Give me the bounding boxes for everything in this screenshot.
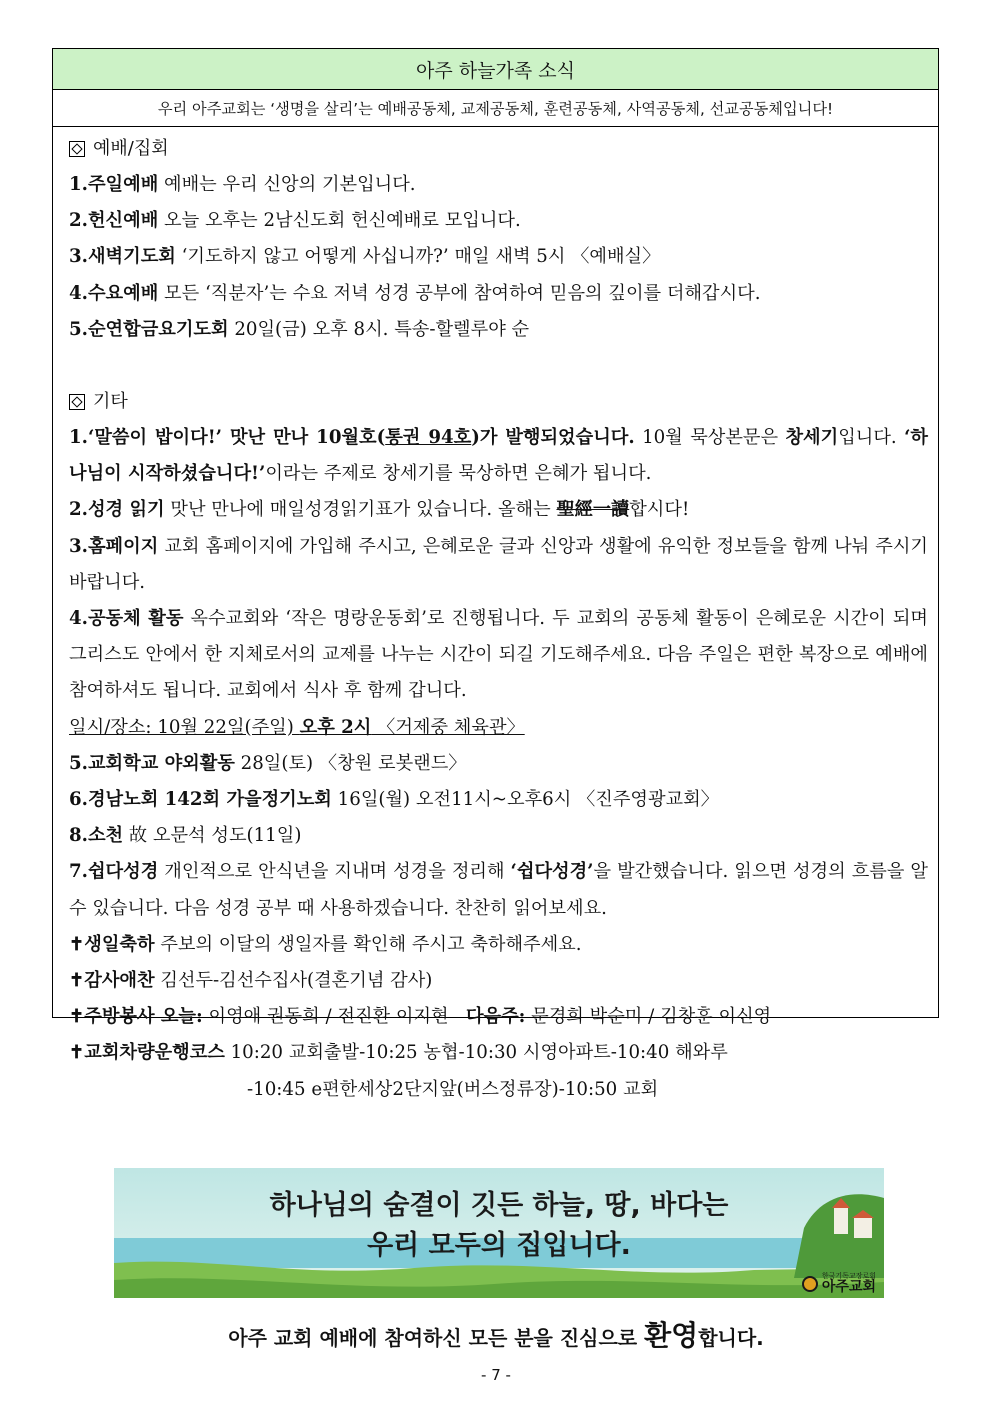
banner-text — [114, 1186, 884, 1266]
etc-item-3-homepage: 3.홈페이지 교회 홈페이지에 가입해 주시고, 은혜로운 글과 신앙과 생활에 유익한 정보들을 함께 나눠 주시기 바랍니다. — [69, 535, 928, 593]
square-diamond-icon — [69, 141, 85, 157]
welcome-message: 아주 교회 예배에 참여하신 모든 분을 진심으로 환영합니다. — [228, 1319, 764, 1352]
kitchen-duty: ✝주방봉사 오늘: 이영애 권동희 / 전진환 이지현 다음주: 문경희 박순미 / 김창훈 이신영 — [69, 1006, 772, 1028]
etc-item-2-bible-reading: 2.성경 읽기 맛난 만나에 매일성경읽기표가 있습니다. 올해는 聖經一讀합시다! — [69, 499, 690, 521]
etc-item-4-schedule: 일시/장소: 10월 22일(주일) 오후 2시 〈거제중 체육관〉 — [69, 716, 525, 738]
cross-icon: ✝ — [69, 970, 85, 992]
banner-line-1: 하나님의 숨결이 깃든 하늘, 땅, 바다는 — [269, 1190, 729, 1221]
etc-item-7-easy-bible: 7.쉽다성경 개인적으로 안식년을 지내며 성경을 정리해 ‘쉽다성경’을 발간했습니다. 읽으면 성경의 흐름을 알 수 있습니다. 다음 성경 공부 때 사용하겠습니다. 찬찬히 읽어보세요. — [69, 861, 928, 919]
church-name: 아주교회 — [821, 1279, 876, 1295]
etc-item-6-presbytery: 6.경남노회 142회 가을정기노회 16일(월) 오전11시~오후6시 〈진주영광교회〉 — [69, 789, 719, 811]
banner-line-2: 우리 모두의 집입니다. — [367, 1230, 631, 1261]
church-logo — [802, 1273, 876, 1294]
church-motto: 우리 아주교회는 ‘생명을 살리’는 예배공동체, 교제공동체, 훈련공동체, 사역공동체, 선교공동체입니다! — [53, 90, 938, 127]
worship-item-3: 3.새벽기도회 ‘기도하지 않고 어떻게 사십니까?’ 매일 새벽 5시 〈예배실〉 — [69, 246, 661, 268]
creation-banner — [114, 1168, 884, 1298]
worship-item-4: 4.수요예배 모든 ‘직분자’는 수요 저녁 성경 공부에 참여하여 믿음의 깊이를 더해갑시다. — [69, 282, 761, 304]
cross-icon: ✝ — [69, 933, 85, 955]
newsletter-title: 아주 하늘가족 소식 — [53, 49, 938, 90]
newsletter-content — [53, 127, 938, 1108]
thanks-notice: ✝감사애찬 김선두-김선수집사(결혼기념 감사) — [69, 970, 433, 992]
birthday-notice: ✝생일축하 주보의 이달의 생일자를 확인해 주시고 축하해주세요. — [69, 933, 582, 955]
etc-item-5-outing: 5.교회학교 야외활동 28일(토) 〈창원 로봇랜드〉 — [69, 752, 467, 774]
church-logo-icon — [802, 1276, 818, 1292]
bus-route: ✝교회차량운행코스 10:20 교회출발-10:25 농협-10:30 시영아파트-10:40 해와루 — [69, 1042, 728, 1064]
section-heading-worship: 예배/집회 — [69, 131, 928, 167]
denomination-name: 한국기독교장로회 — [821, 1272, 876, 1280]
newsletter-frame — [52, 48, 939, 1100]
cross-icon: ✝ — [69, 1042, 85, 1064]
section-heading-etc: 기타 — [69, 384, 928, 420]
cross-icon: ✝ — [69, 1006, 85, 1028]
page-number: - 7 - — [481, 1366, 511, 1384]
etc-item-8-passing: 8.소천 故 오문석 성도(11일) — [69, 825, 302, 847]
worship-item-1: 1.주일예배 예배는 우리 신앙의 기본입니다. — [69, 174, 416, 195]
etc-item-1-manna: 1.‘말씀이 밥이다!’ 맛난 만나 10월호(통권 94호)가 발행되었습니다. 10월 묵상본문은 창세기입니다. ‘하나님이 시작하셨습니다!’이라는 주제로 창세기를 묵상하면 은혜가 됩니다. — [69, 427, 928, 485]
worship-item-2: 2.헌신예배 오늘 오후는 2남신도회 헌신예배로 모입니다. — [69, 210, 521, 232]
worship-item-5: 5.순연합금요기도회 20일(금) 오후 8시. 특송-할렐루야 순 — [69, 318, 530, 340]
etc-item-4-community: 4.공동체 활동 옥수교회와 ‘작은 명랑운동회’로 진행됩니다. 두 교회의 공동체 활동이 은혜로운 시간이 되며 그리스도 안에서 한 지체로서의 교제를 나누는 시간이 되길 기도해주세요. 다음 주일은 편한 복장으로 예배에 참여하셔도 됩니다. 교회에서 식사 후 함께 갑니다. — [69, 608, 928, 702]
bus-route-continued: -10:45 e편한세상2단지앞(버스정류장)-10:50 교회 — [247, 1078, 659, 1100]
square-diamond-icon — [69, 394, 85, 410]
